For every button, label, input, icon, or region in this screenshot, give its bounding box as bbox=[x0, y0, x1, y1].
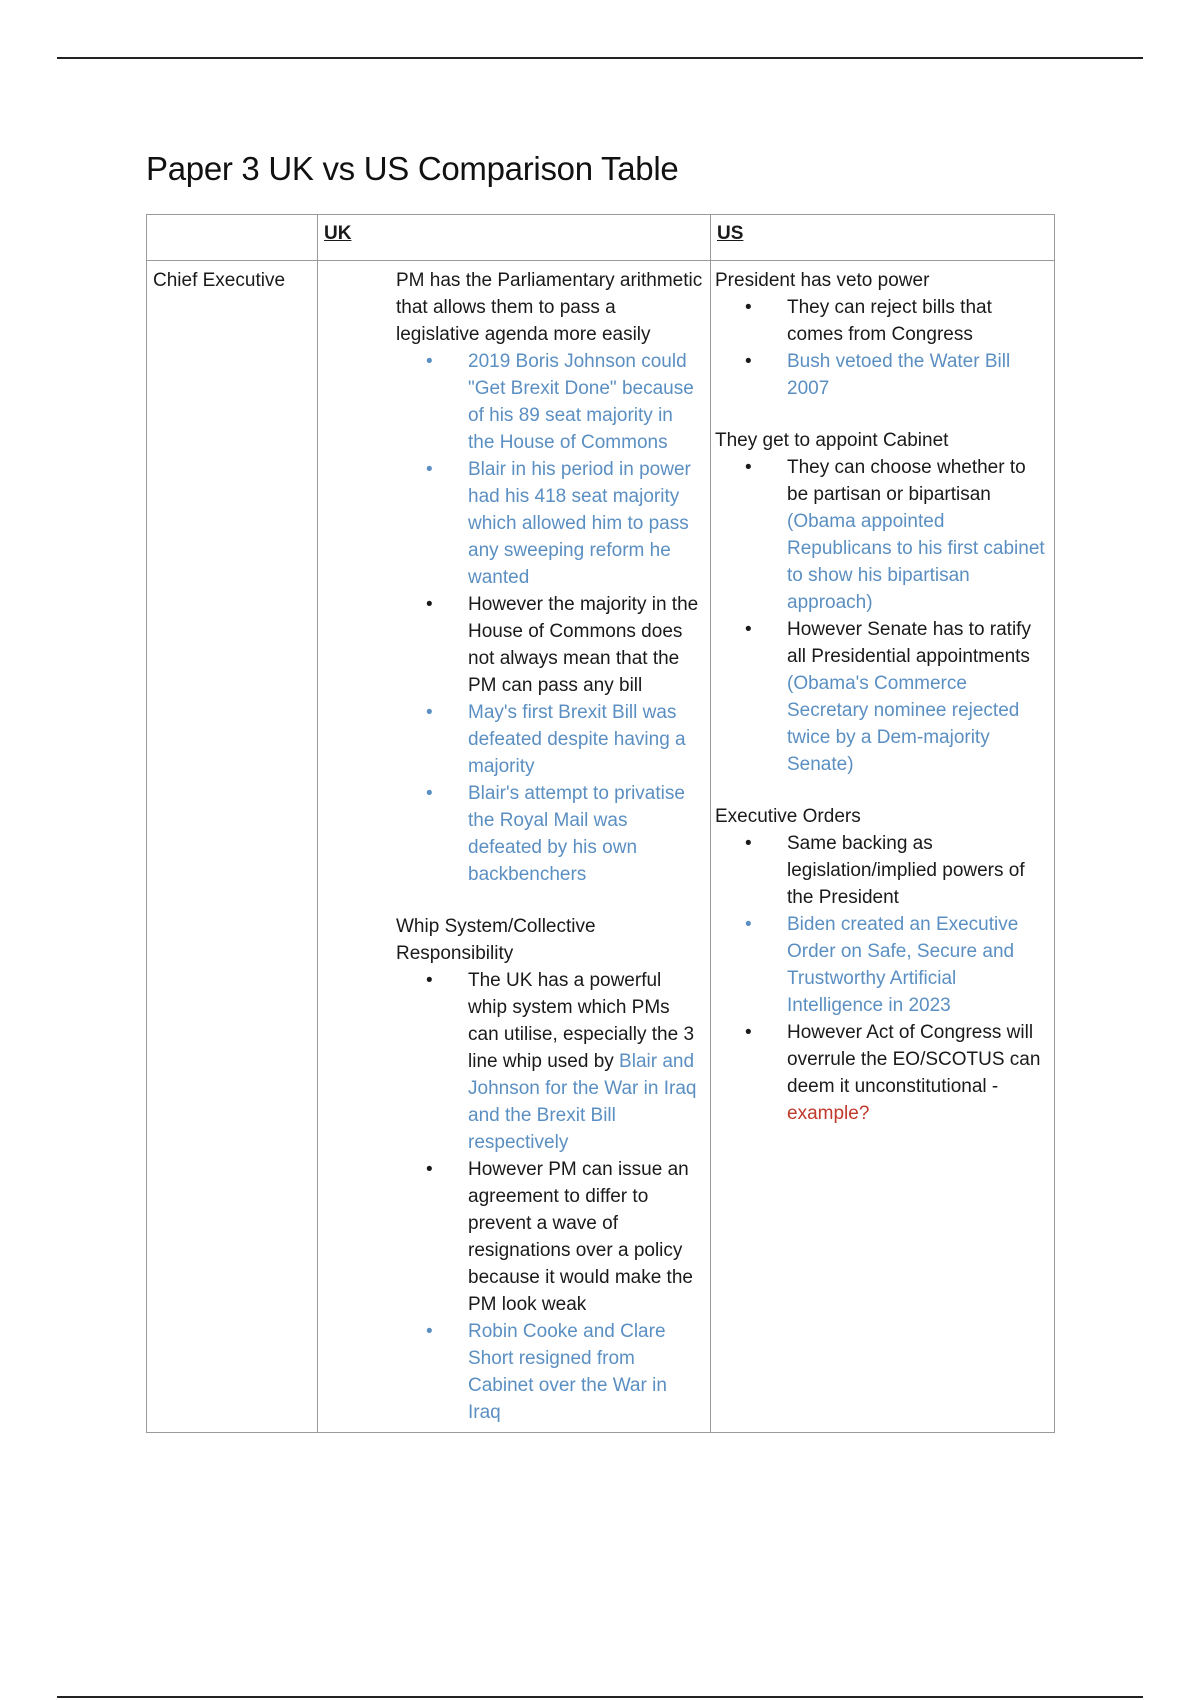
list-item: • However Act of Congress will overrule the EO/SCOTUS can deem it unconstitutional - example? bbox=[715, 1019, 1048, 1127]
us-list-cabinet bbox=[715, 454, 1048, 778]
list-item: • The UK has a powerful whip system which PMs can utilise, especially the 3 line whip used by Blair and Johnson for the War in Iraq and the Brexit Bill respectively bbox=[396, 967, 704, 1156]
header-uk-cell bbox=[318, 215, 711, 261]
header-us-cell bbox=[711, 215, 1055, 261]
us-para-eo: Executive Orders bbox=[715, 806, 861, 827]
header-rule bbox=[57, 57, 1143, 59]
page-title: Paper 3 UK vs US Comparison Table bbox=[146, 150, 679, 187]
us-cell bbox=[711, 261, 1055, 1433]
uk-para-arithmetic: PM has the Parliamentary arithmetic that allows them to pass a legislative agenda more easily bbox=[396, 270, 703, 345]
bullet-icon: • bbox=[426, 594, 433, 615]
comparison-table bbox=[146, 214, 1055, 1433]
bullet-icon: • bbox=[745, 619, 752, 640]
header-us: US bbox=[717, 223, 744, 244]
us-para-veto: President has veto power bbox=[715, 270, 930, 291]
list-item: • They can reject bills that comes from Congress bbox=[715, 294, 1048, 348]
bullet-icon: • bbox=[426, 1159, 433, 1180]
bullet-icon: • bbox=[745, 457, 752, 478]
list-item: • Robin Cooke and Clare Short resigned from Cabinet over the War in Iraq bbox=[396, 1318, 704, 1426]
bullet-icon: • bbox=[426, 1321, 433, 1342]
row-label-cell bbox=[147, 261, 318, 1433]
us-para-cabinet: They get to appoint Cabinet bbox=[715, 430, 949, 451]
example-note: example? bbox=[787, 1103, 870, 1124]
list-item: • Biden created an Executive Order on Safe, Secure and Trustworthy Artificial Intelligence in 2023 bbox=[715, 911, 1048, 1019]
list-item: • They can choose whether to be partisan or bipartisan (Obama appointed Republicans to his first cabinet to show his bipartisan approach) bbox=[715, 454, 1048, 616]
list-item: • Blair's attempt to privatise the Royal Mail was defeated by his own backbenchers bbox=[396, 780, 704, 888]
bullet-icon: • bbox=[745, 297, 752, 318]
row-label: Chief Executive bbox=[153, 270, 286, 291]
bullet-icon: • bbox=[426, 702, 433, 723]
uk-cell bbox=[318, 261, 711, 1433]
list-item: • However Senate has to ratify all Presidential appointments (Obama's Commerce Secretary nominee rejected twice by a Dem-majority Senate) bbox=[715, 616, 1048, 778]
uk-list-arithmetic bbox=[396, 348, 704, 888]
list-item: • However PM can issue an agreement to differ to prevent a wave of resignations over a policy because it would make the PM look weak bbox=[396, 1156, 704, 1318]
list-item: • May's first Brexit Bill was defeated despite having a majority bbox=[396, 699, 704, 780]
us-list-veto bbox=[715, 294, 1048, 402]
bullet-icon: • bbox=[745, 833, 752, 854]
bullet-icon: • bbox=[745, 351, 752, 372]
uk-para-whip: Whip System/Collective Responsibility bbox=[396, 916, 596, 964]
uk-list-whip bbox=[396, 967, 704, 1426]
bullet-icon: • bbox=[426, 783, 433, 804]
header-uk: UK bbox=[324, 223, 352, 244]
header-blank-cell bbox=[147, 215, 318, 261]
table-row bbox=[147, 261, 1055, 1433]
bullet-icon: • bbox=[426, 459, 433, 480]
footer-rule bbox=[57, 1696, 1143, 1698]
list-item: • Blair in his period in power had his 418 seat majority which allowed him to pass any sweeping reform he wanted bbox=[396, 456, 704, 591]
bullet-icon: • bbox=[426, 351, 433, 372]
list-item: • Same backing as legislation/implied powers of the President bbox=[715, 830, 1048, 911]
bullet-icon: • bbox=[745, 1022, 752, 1043]
us-list-eo bbox=[715, 830, 1048, 1127]
list-item: • However the majority in the House of Commons does not always mean that the PM can pass any bill bbox=[396, 591, 704, 699]
header-row bbox=[147, 215, 1055, 261]
bullet-icon: • bbox=[745, 914, 752, 935]
list-item: • Bush vetoed the Water Bill 2007 bbox=[715, 348, 1048, 402]
bullet-icon: • bbox=[426, 970, 433, 991]
list-item: • 2019 Boris Johnson could "Get Brexit Done" because of his 89 seat majority in the House of Commons bbox=[396, 348, 704, 456]
